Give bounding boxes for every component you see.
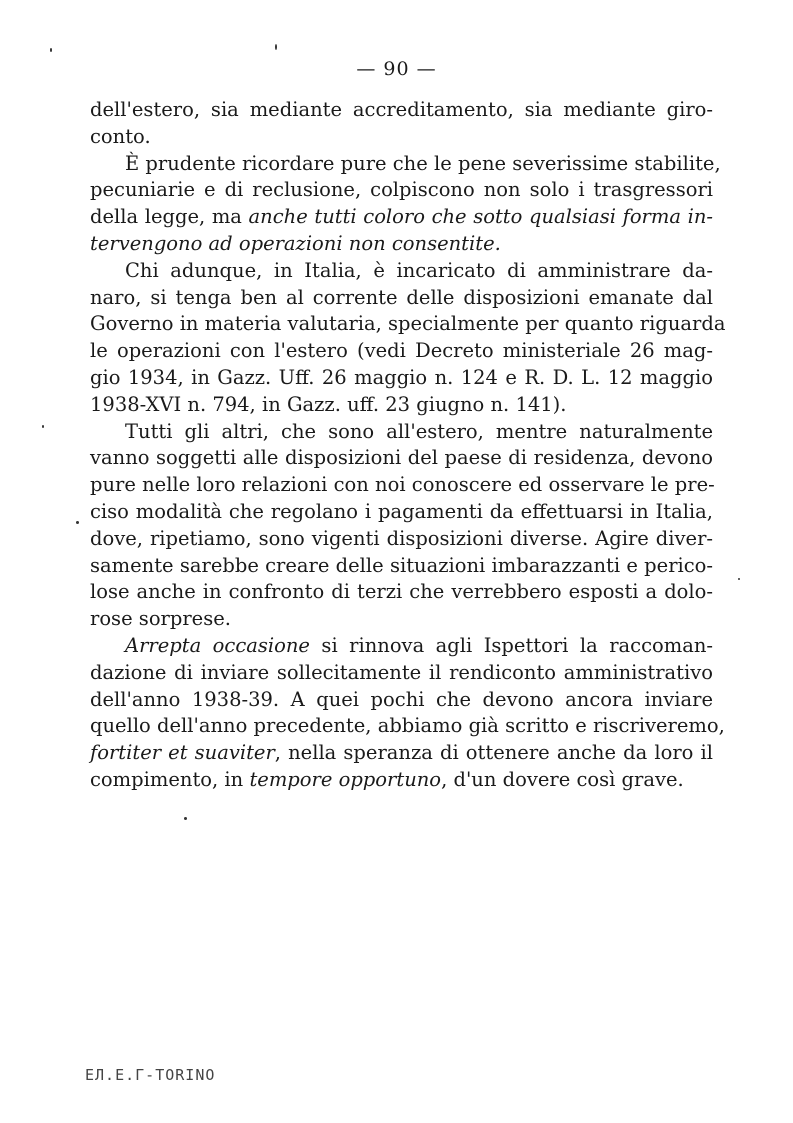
scan-speck [50,48,52,52]
body-text [90,97,726,794]
text-line: della legge, ma anche tutti coloro che sotto qualsiasi forma in- [90,205,713,229]
text-line: quello dell'anno precedente, abbiamo già scritto e riscriveremo, [90,714,725,738]
text-line: pure nelle loro relazioni con noi conoscere ed osservare le pre- [90,473,715,497]
scan-speck [738,578,740,580]
text-line: gio 1934, in Gazz. Uff. 26 maggio n. 124 e R. D. L. 12 maggio [90,365,713,389]
scan-speck [76,521,79,524]
text-line: conto. [90,124,151,148]
text-line: naro, si tenga ben al corrente delle disposizioni emanate dal [90,285,713,309]
italic-phrase: anche tutti coloro che sotto qualsiasi forma in- [248,205,713,229]
scan-speck [275,44,277,50]
text-line: 1938-XVI n. 794, in Gazz. uff. 23 giugno n. 141). [90,392,567,416]
text-line: lose anche in confronto di terzi che verrebbero esposti a dolo- [90,580,713,604]
text-line: dell'anno 1938-39. A quei pochi che devono ancora inviare [90,687,713,711]
text-line: dell'estero, sia mediante accreditamento, sia mediante giro- [90,98,713,121]
text-line: fortiter et suaviter, nella speranza di ottenere anche da loro il [90,741,713,765]
text-line: Governo in materia valutaria, specialmente per quanto riguarda [90,312,726,336]
text-line: pecuniarie e di reclusione, colpiscono non solo i trasgressori [90,178,713,202]
text-line: dazione di inviare sollecitamente il rendiconto amministrativo [90,660,713,684]
text-line: rose sorprese. [90,607,231,631]
text-line [90,231,713,258]
text-line: dove, ripetiamo, sono vigenti disposizioni diverse. Agire diver- [90,526,713,550]
scan-speck [42,425,44,428]
text-line: compimento, in tempore opportuno, d'un dovere così grave. [90,767,684,791]
text-line: le operazioni con l'estero (vedi Decreto ministeriale 26 mag- [90,339,713,363]
scan-speck [184,817,187,820]
italic-phrase: tempore opportuno [249,767,442,791]
page-number: — 90 — [356,58,437,80]
text-line: vanno soggetti alle disposizioni del paese di residenza, devono [90,446,713,470]
text-line: Chi adunque, in Italia, è incaricato di amministrare da- [125,258,713,282]
italic-phrase: Arrepta occasione [125,633,310,657]
text-line: Tutti gli altri, che sono all'estero, mentre naturalmente [125,419,713,443]
text-line: È prudente ricordare pure che le pene severissime stabilite, [125,151,721,175]
italic-phrase: tervengono ad operazioni non consentite. [90,231,501,255]
text-line: samente sarebbe creare delle situazioni imbarazzanti e perico- [90,553,713,577]
printer-imprint: ЕЛ.Е.Г-ТОRINO [85,1066,216,1084]
italic-phrase: fortiter et suaviter [90,741,275,765]
text-line: ciso modalità che regolano i pagamenti da effettuarsi in Italia, [90,499,713,523]
text-line: Arrepta occasione si rinnova agli Ispettori la raccoman- [125,633,713,657]
